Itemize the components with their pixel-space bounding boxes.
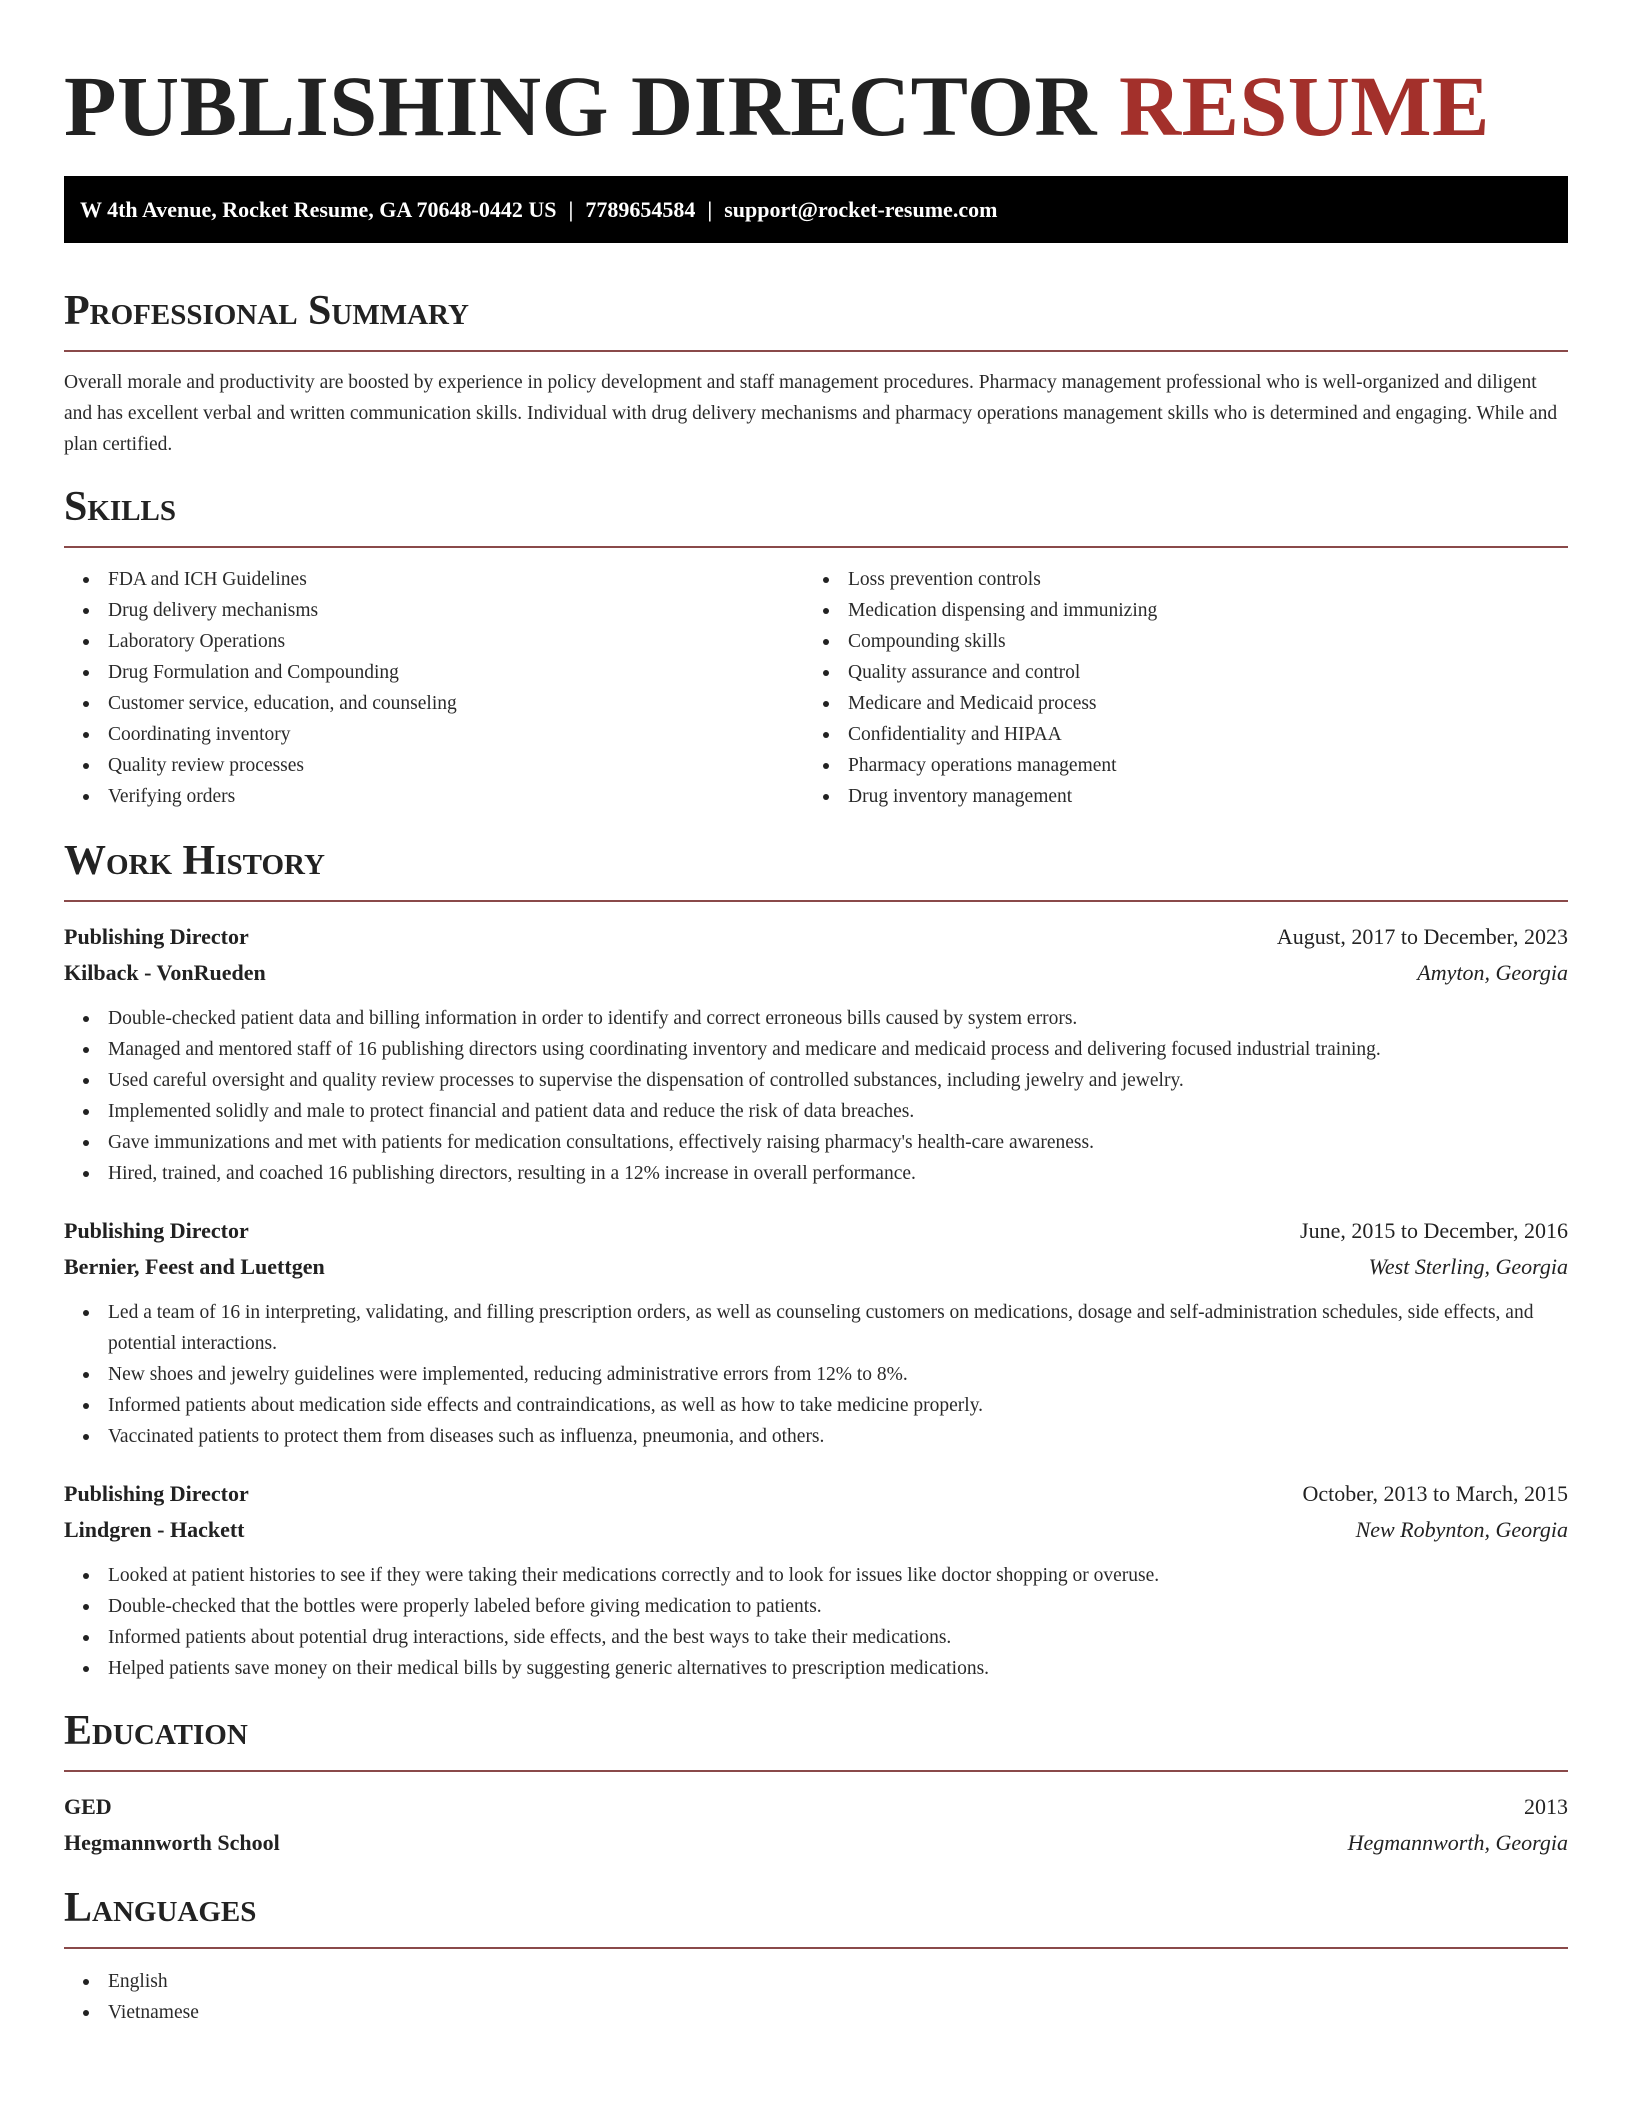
- job-duty: Used careful oversight and quality review processes to supervise the dispensation of controlled substances, including jewelry and jewelry.: [64, 1065, 1568, 1096]
- education-section: [64, 1706, 1568, 1861]
- job-duty: Informed patients about potential drug interactions, side effects, and the best ways to take their medications.: [64, 1622, 1568, 1653]
- skills-column-left: [64, 564, 804, 812]
- contact-separator: |: [568, 197, 574, 222]
- job-dates: August, 2017 to December, 2023: [1276, 924, 1568, 949]
- skill-item: FDA and ICH Guidelines: [64, 564, 804, 595]
- education-heading: Education: [64, 1708, 248, 1754]
- job-company: Kilback - VonRueden: [64, 960, 266, 985]
- job-title: Publishing Director: [64, 924, 249, 949]
- contact-bar: [64, 176, 1568, 243]
- job-header: [64, 1213, 1568, 1249]
- languages-section: [64, 1883, 1568, 2028]
- title-accent: RESUME: [1118, 58, 1490, 154]
- skill-item: Quality review processes: [64, 750, 804, 781]
- job-title: Publishing Director: [64, 1481, 249, 1506]
- skills-heading: Skills: [64, 484, 177, 530]
- skill-item: Medication dispensing and immunizing: [804, 595, 1544, 626]
- work-history-section: [64, 836, 1568, 1684]
- skills-column-right: [804, 564, 1544, 812]
- education-year: 2013: [1524, 1794, 1568, 1819]
- job-header: [64, 1476, 1568, 1512]
- job-location: West Sterling, Georgia: [1368, 1254, 1568, 1279]
- resume-title: [64, 0, 1568, 156]
- job-subheader: [64, 955, 1568, 991]
- language-item: English: [64, 1966, 1568, 1997]
- job-location: Amyton, Georgia: [1417, 960, 1568, 985]
- section-divider: [64, 1770, 1568, 1772]
- skill-item: Quality assurance and control: [804, 657, 1544, 688]
- skill-item: Confidentiality and HIPAA: [804, 719, 1544, 750]
- job-duties: [64, 1297, 1568, 1452]
- section-divider: [64, 900, 1568, 902]
- job-company: Bernier, Feest and Luettgen: [64, 1254, 325, 1279]
- job-location: New Robynton, Georgia: [1355, 1517, 1568, 1542]
- job-duty: Double-checked that the bottles were properly labeled before giving medication to patients.: [64, 1591, 1568, 1622]
- job-duty: Led a team of 16 in interpreting, validating, and filling prescription orders, as well as counseling customers on medications, dosage and self-administration schedules, side effects, and potential interactions.: [64, 1297, 1568, 1359]
- job-duty: Implemented solidly and male to protect financial and patient data and reduce the risk of data breaches.: [64, 1096, 1568, 1127]
- education-entry: [64, 1789, 1568, 1861]
- language-item: Vietnamese: [64, 1997, 1568, 2028]
- skill-item: Medicare and Medicaid process: [804, 688, 1544, 719]
- job-duty: Managed and mentored staff of 16 publishing directors using coordinating inventory and medicare and medicaid process and delivering focused industrial training.: [64, 1034, 1568, 1065]
- education-subheader: [64, 1825, 1568, 1861]
- job-subheader: [64, 1249, 1568, 1285]
- languages-list: [64, 1966, 1568, 2028]
- job-entry: [64, 1213, 1568, 1452]
- skills-list: [64, 564, 1568, 812]
- job-duty: New shoes and jewelry guidelines were implemented, reducing administrative errors from 12% to 8%.: [64, 1359, 1568, 1390]
- skill-item: Coordinating inventory: [64, 719, 804, 750]
- job-dates: October, 2013 to March, 2015: [1302, 1481, 1568, 1506]
- job-duty: Hired, trained, and coached 16 publishing directors, resulting in a 12% increase in overall performance.: [64, 1158, 1568, 1189]
- contact-email[interactable]: support@rocket-resume.com: [724, 197, 998, 222]
- summary-section: [64, 286, 1568, 460]
- job-company: Lindgren - Hackett: [64, 1517, 245, 1542]
- skill-item: Laboratory Operations: [64, 626, 804, 657]
- job-duties: [64, 1003, 1568, 1189]
- job-entry: [64, 1476, 1568, 1684]
- contact-address: W 4th Avenue, Rocket Resume, GA 70648-0442 US: [80, 197, 557, 222]
- job-entry: [64, 919, 1568, 1189]
- education-header: [64, 1789, 1568, 1825]
- title-main: PUBLISHING DIRECTOR: [64, 58, 1097, 154]
- work-history-heading: Work History: [64, 838, 325, 884]
- job-title: Publishing Director: [64, 1218, 249, 1243]
- job-duty: Vaccinated patients to protect them from diseases such as influenza, pneumonia, and others.: [64, 1421, 1568, 1452]
- job-duty: Double-checked patient data and billing information in order to identify and correct erroneous bills caused by system errors.: [64, 1003, 1568, 1034]
- skill-item: Loss prevention controls: [804, 564, 1544, 595]
- skill-item: Drug inventory management: [804, 781, 1544, 812]
- job-duty: Helped patients save money on their medical bills by suggesting generic alternatives to prescription medications.: [64, 1653, 1568, 1684]
- contact-separator: |: [707, 197, 713, 222]
- job-header: [64, 919, 1568, 955]
- skill-item: Compounding skills: [804, 626, 1544, 657]
- skill-item: Verifying orders: [64, 781, 804, 812]
- summary-heading: Professional Summary: [64, 288, 469, 334]
- skill-item: Drug Formulation and Compounding: [64, 657, 804, 688]
- job-duty: Gave immunizations and met with patients for medication consultations, effectively raising pharmacy's health-care awareness.: [64, 1127, 1568, 1158]
- education-location: Hegmannworth, Georgia: [1347, 1830, 1568, 1855]
- job-duty: Informed patients about medication side effects and contraindications, as well as how to take medicine properly.: [64, 1390, 1568, 1421]
- summary-text: Overall morale and productivity are boosted by experience in policy development and staff management procedures. Pharmacy management professional who is well-organized and diligent and has excellent verbal and written communication skills. Individual with drug delivery mechanisms and pharmacy operations management skills who is determined and engaging. While and plan certified.: [64, 372, 1558, 455]
- job-duty: Looked at patient histories to see if they were taking their medications correctly and to look for issues like doctor shopping or overuse.: [64, 1560, 1568, 1591]
- skill-item: Customer service, education, and counseling: [64, 688, 804, 719]
- job-dates: June, 2015 to December, 2016: [1300, 1218, 1568, 1243]
- education-school: Hegmannworth School: [64, 1830, 280, 1855]
- job-subheader: [64, 1512, 1568, 1548]
- contact-phone[interactable]: 7789654584: [585, 197, 696, 222]
- skills-section: [64, 482, 1568, 812]
- education-degree: GED: [64, 1794, 112, 1819]
- job-duties: [64, 1560, 1568, 1684]
- section-divider: [64, 1947, 1568, 1949]
- skill-item: Drug delivery mechanisms: [64, 595, 804, 626]
- skill-item: Pharmacy operations management: [804, 750, 1544, 781]
- languages-heading: Languages: [64, 1885, 257, 1931]
- section-divider: [64, 350, 1568, 352]
- section-divider: [64, 546, 1568, 548]
